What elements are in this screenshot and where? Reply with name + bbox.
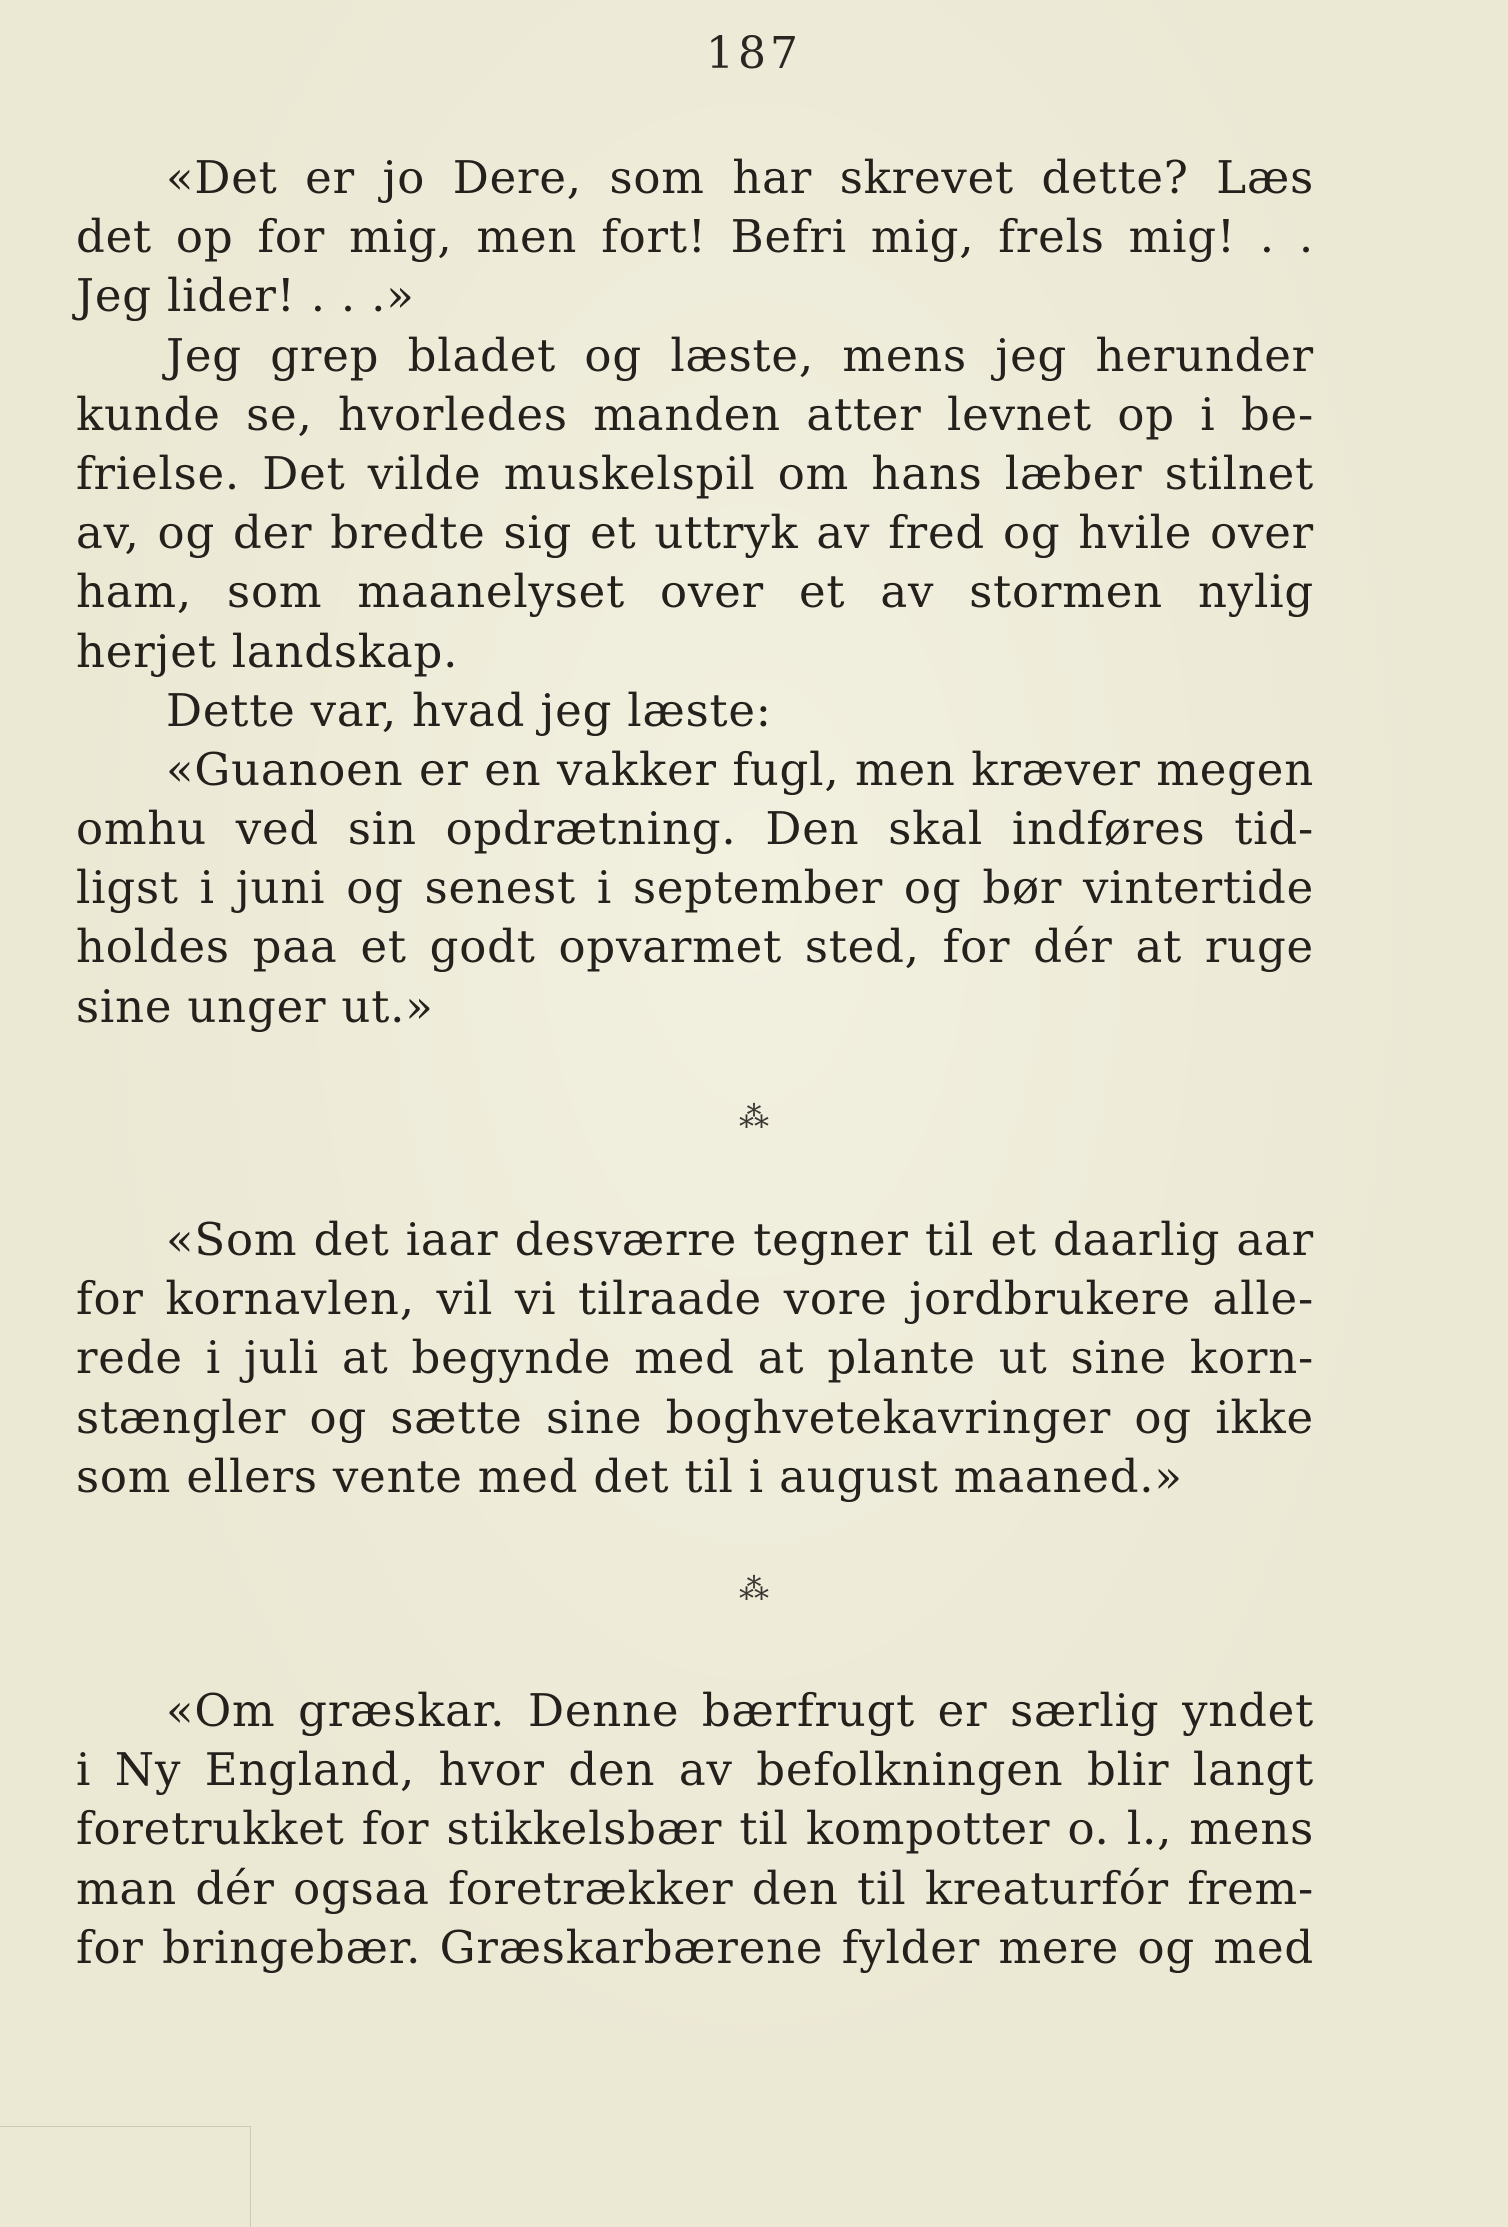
text-line: frielse. Det vilde muskelspil om hans læber stilnet: [76, 446, 1314, 500]
text-line: kunde se, hvorledes manden atter levnet op i be-: [76, 387, 1314, 441]
text-section-1: [76, 148, 1314, 1036]
text-section-3: [76, 1681, 1314, 1977]
text-line: Jeg grep bladet og læste, mens jeg herunder: [166, 328, 1314, 382]
text-line: stængler og sætte sine boghvetekavringer og ikke: [76, 1390, 1314, 1444]
text-line: «Guanoen er en vakker fugl, men kræver megen: [166, 742, 1314, 796]
text-line: i Ny England, hvor den av befolkningen blir langt: [76, 1743, 1314, 1797]
text-line: sine unger ut.»: [76, 979, 434, 1033]
text-line: holdes paa et godt opvarmet sted, for dér at ruge: [76, 920, 1314, 974]
text-line: foretrukket for stikkelsbær til kompotter o. l., mens: [76, 1802, 1314, 1856]
page-edge-shadow: [0, 2126, 251, 2227]
text-line: det op for mig, men fort! Befri mig, frels mig! . .: [76, 210, 1314, 264]
text-line: «Om græskar. Denne bærfrugt er særlig yndet: [166, 1684, 1314, 1737]
text-line: herjet landskap.: [76, 624, 459, 678]
text-section-2: [76, 1210, 1314, 1506]
text-line: omhu ved sin opdrætning. Den skal indføres tid-: [76, 802, 1314, 856]
section-separator: ⁂: [739, 1100, 769, 1135]
text-line: Jeg lider! . . .»: [76, 269, 415, 323]
text-line: «Det er jo Dere, som har skrevet dette? Læs: [166, 151, 1314, 204]
page-number: 187: [706, 28, 802, 79]
text-line: Dette var, hvad jeg læste:: [166, 683, 772, 737]
text-line: av, og der bredte sig et uttryk av fred og hvile over: [76, 506, 1314, 560]
text-line: «Som det iaar desværre tegner til et daarlig aar: [166, 1213, 1314, 1266]
text-line: ham, som maanelyset over et av stormen nylig: [76, 565, 1314, 619]
text-line: man dér ogsaa foretrækker den til kreaturfór frem-: [76, 1861, 1314, 1915]
text-line: ligst i juni og senest i september og bør vintertide: [76, 861, 1314, 915]
section-separator: ⁂: [739, 1572, 769, 1607]
text-line: for kornavlen, vil vi tilraade vore jordbrukere alle-: [76, 1272, 1314, 1326]
text-line: som ellers vente med det til i august maaned.»: [76, 1449, 1183, 1503]
text-line: for bringebær. Græskarbærene fylder mere og med: [76, 1920, 1314, 1974]
text-line: rede i juli at begynde med at plante ut sine korn-: [76, 1331, 1314, 1385]
